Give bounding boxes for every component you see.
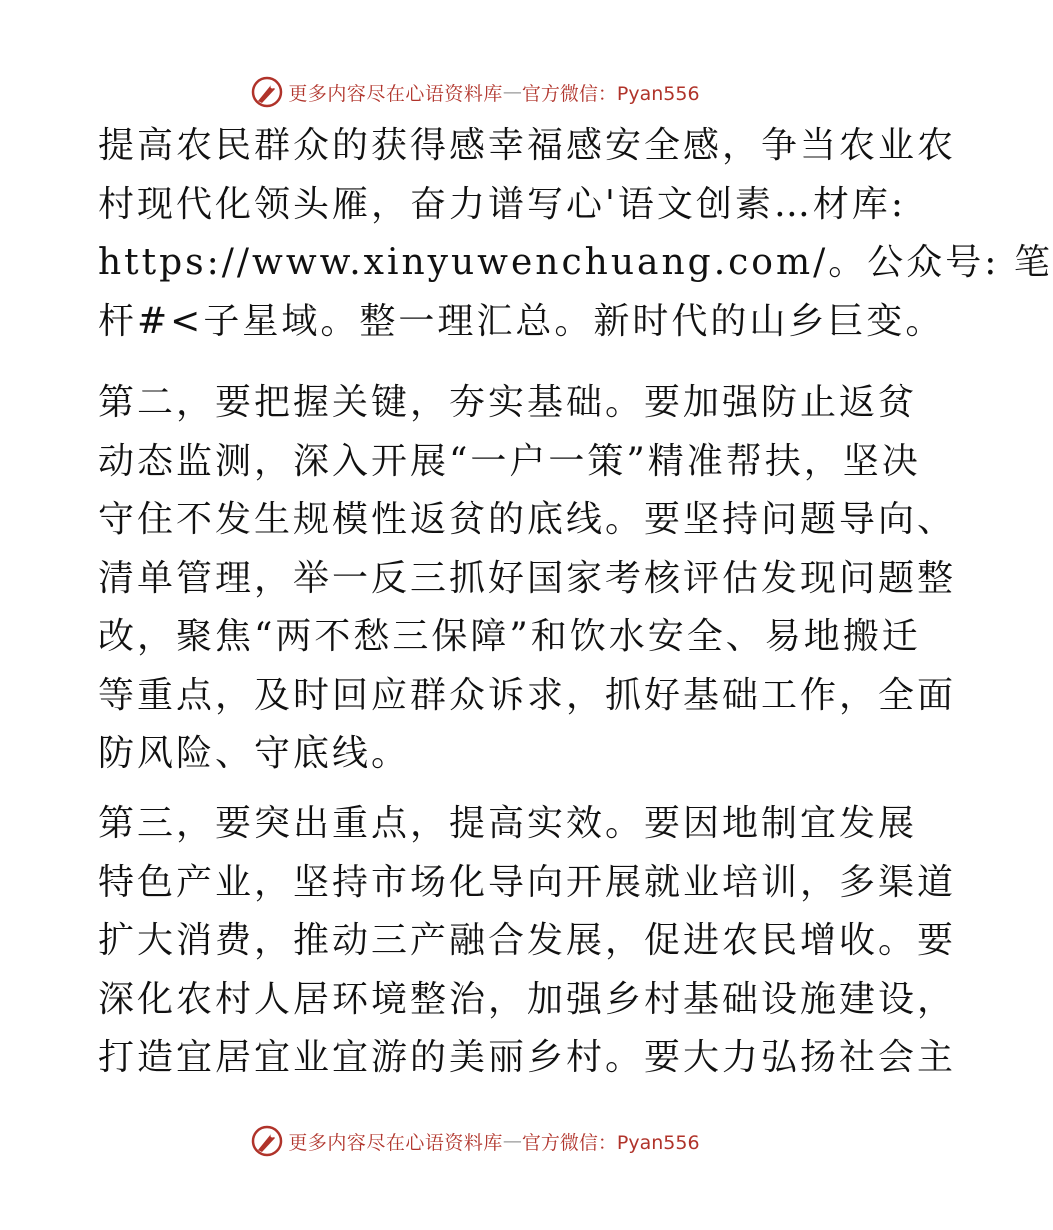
pen-nib-logo-icon <box>250 75 284 109</box>
watermark-separator: — <box>502 1130 522 1152</box>
footer-watermark <box>0 1121 950 1161</box>
paragraph-line: 杆#<子星域。整一理汇总。新时代的山乡巨变。 <box>98 300 945 342</box>
watermark-contact: 官方微信：Pyan556 <box>521 1131 700 1154</box>
paragraph-line: 守住不发生规模性返贫的底线。要坚持问题导向、 <box>98 499 957 540</box>
pen-nib-logo-icon <box>250 1124 284 1158</box>
paragraph-line: 清单管理，举一反三抓好国家考核评估发现问题整 <box>98 557 957 599</box>
paragraph-2 <box>98 374 957 784</box>
paragraph-line: 扩大消费，推动三产融合发展，促进农民增收。要 <box>98 920 957 961</box>
watermark-separator: — <box>502 81 522 103</box>
paragraph-line: 提高农民群众的获得感幸福感安全感，争当农业农 <box>98 125 957 166</box>
paragraph-line: 防风险、守底线。 <box>98 733 411 774</box>
header-watermark <box>0 72 950 112</box>
paragraph-line: 第三，要突出重点，提高实效。要因地制宜发展 <box>98 803 918 844</box>
paragraph-line: 第二，要把握关键，夯实基础。要加强防止返贫 <box>98 382 918 423</box>
watermark-contact: 官方微信：Pyan556 <box>521 82 700 105</box>
paragraph-line: 打造宜居宜业宜游的美丽乡村。要大力弘扬社会主 <box>98 1037 957 1078</box>
paragraph-line: 村现代化领头雁，奋力谱写心'语文创素…材库: <box>98 183 907 225</box>
watermark-brand: 更多内容尽在心语资料库 <box>288 1131 503 1154</box>
paragraph-line: https://www.xinyuwenchuang.com/。公众号: 笔 <box>98 242 1053 283</box>
paragraph-1 <box>98 117 1053 351</box>
paragraph-3 <box>98 795 957 1088</box>
paragraph-line: 特色产业，坚持市场化导向开展就业培训，多渠道 <box>98 861 957 903</box>
paragraph-line: 改，聚焦“两不愁三保障”和饮水安全、易地搬迁 <box>98 616 921 657</box>
paragraph-line: 等重点，及时回应群众诉求，抓好基础工作，全面 <box>98 674 957 716</box>
watermark-brand: 更多内容尽在心语资料库 <box>288 82 503 105</box>
paragraph-line: 深化农村人居环境整治，加强乡村基础设施建设， <box>98 978 957 1020</box>
paragraph-line: 动态监测，深入开展“一户一策”精准帮扶，坚决 <box>98 440 921 482</box>
